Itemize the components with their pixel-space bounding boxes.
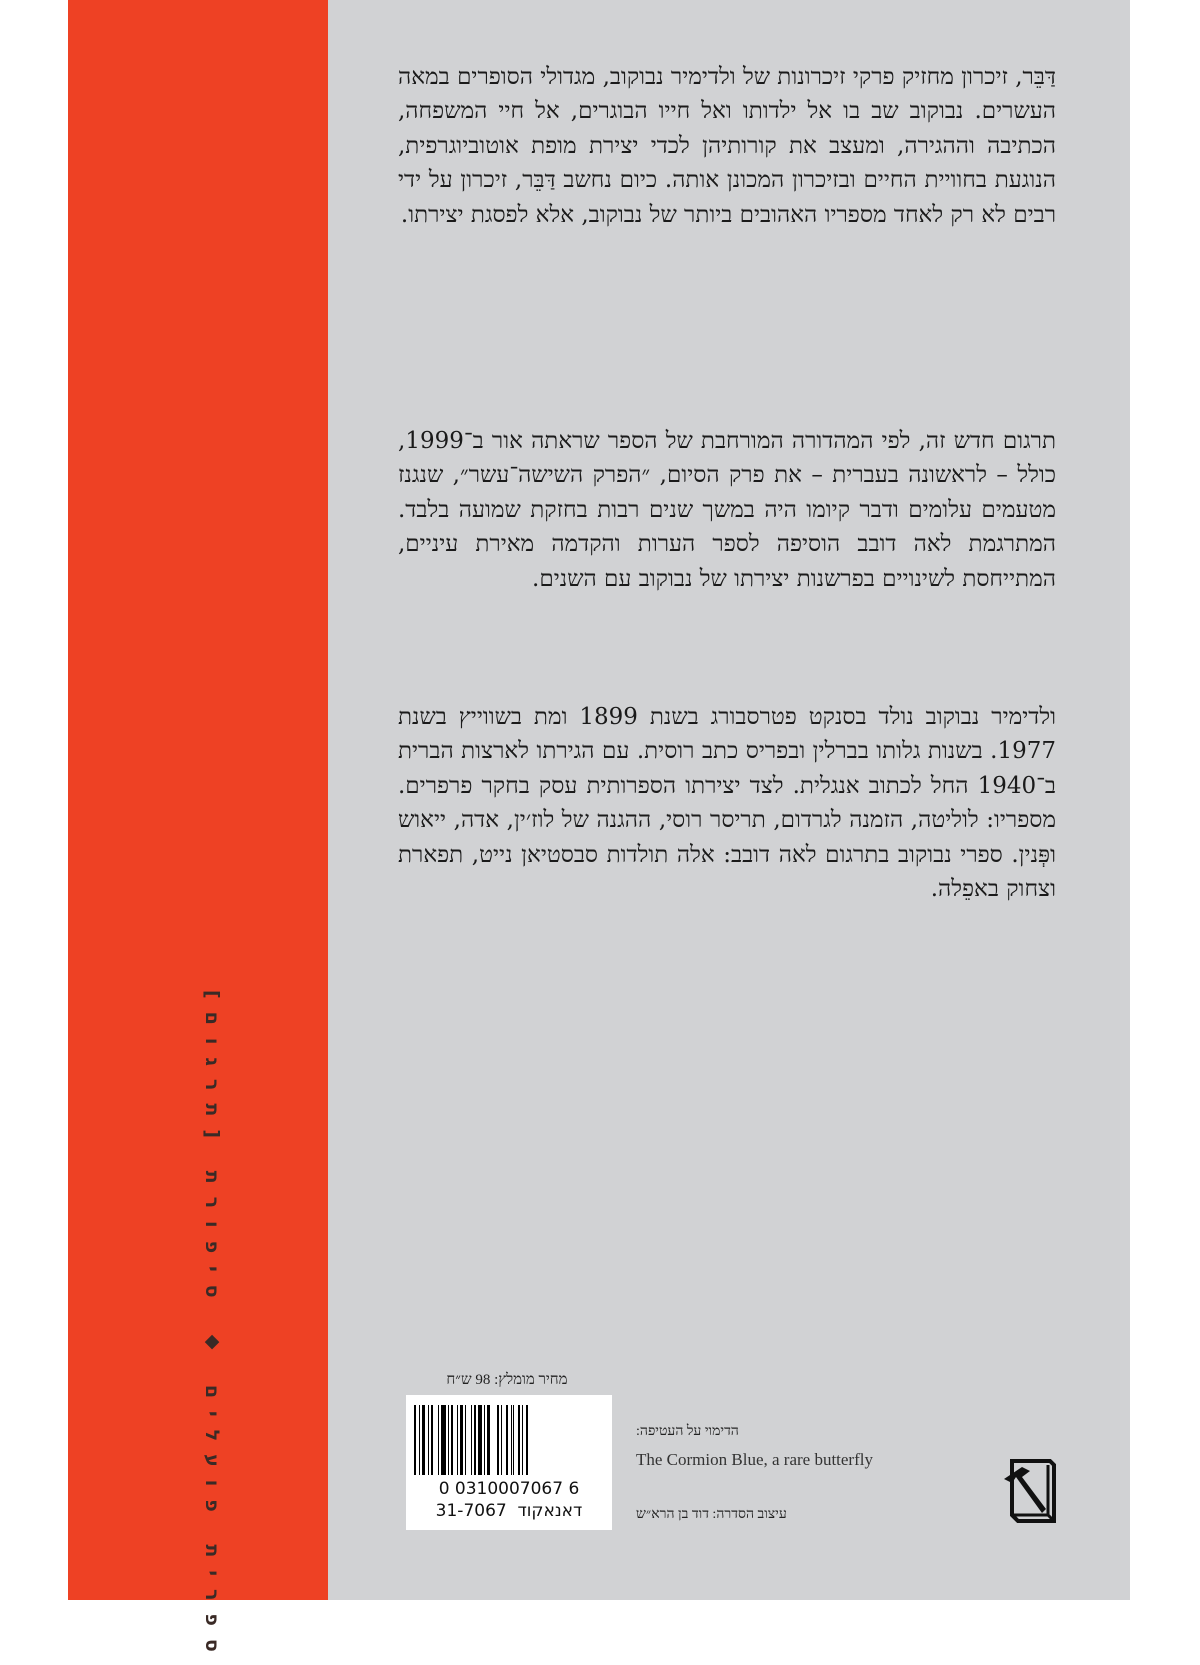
barcode [406,1395,612,1530]
blurb-paragraph-3 [398,700,1056,906]
series-design-credit: עיצוב הסדרה: דוד בן הרא״ש [636,1507,787,1522]
blurb-paragraph-1 [398,60,1056,232]
blurb-text: תרגום חדש זה, לפי המהדורה המורחבת של הספר שראתה אור ב־1999, כולל – לראשונה בעברית – את פרק הסיום, ״הפרק השישה־עשר״, שנגנז מטעמים עלומים ודבר קיומו היה במשך שנים רבות בחזקת שמועה בלבד. המתרגמת לאה דובב הוסיפה לספר הערות והקדמה מאירת עיניים, המתייחסת לשינויים בפרשנות יצירתו של נבוקוב עם השנים. [398,428,1056,592]
barcode-number: 0 0310007067 6 [438,1479,580,1499]
danacode [406,1501,612,1521]
blurb-paragraph-2 [398,424,1056,596]
barcode-bars [414,1405,604,1475]
blurb-text: דַּבֵּר, זיכרון מחזיק פרקי זיכרונות של ולדימיר נבוקוב, מגדולי הסופרים במאה העשרים. נבוקוב שב בו אל ילדותו ואל חייו הבוגרים, אל חיי המשפחה, הכתיבה וההגירה, ומעצב את קורותיהן לכדי יצירת מופת אוטוביוגרפית, הנוגעת בחוויית החיים ובזיכרון המכונן אותה. כיום נחשב דַּבֵּר, זיכרון על ידי רבים לא רק לאחד מספריו האהובים ביותר של נבוקוב, אלא לפסגת יצירתו. [398,64,1056,228]
cover-image-credit: The Cormion Blue, a rare butterfly [636,1450,873,1469]
book-quill-icon [1000,1455,1060,1525]
recommended-price: מחיר מומלץ: 98 ש״ח [446,1372,568,1388]
series-title-vertical: ספרית פועלים ◆ סיפורת [תרגום] [201,990,223,1665]
danacode-number: 31-7067 [435,1501,507,1521]
blurb-text: ולדימיר נבוקוב נולד בסנקט פטרסבורג בשנת 1899 ומת בשווייץ בשנת 1977. בשנות גלותו בברלין ובפריס כתב רוסית. עם הגירתו לארצות הברית ב־1940 החל לכתוב אנגלית. לצד יצירתו הספרותית עסק בחקר פרפרים. מספריו: לוליטה, הזמנה לגרדום, תריסר רוסי, ההגנה של לוז׳ין, אדה, ייאוש ופְּנין. ספרי נבוקוב בתרגום לאה דובב: אלה תולדות סבסטיאן נייט, תפארת וצחוק באפֵלה. [398,704,1056,903]
cover-image-credit-label: הדימוי על העטיפה: [636,1424,739,1439]
spine-band [68,0,328,1600]
danacode-label: דאנאקוד [517,1501,583,1521]
barcode-bar [528,1405,530,1475]
